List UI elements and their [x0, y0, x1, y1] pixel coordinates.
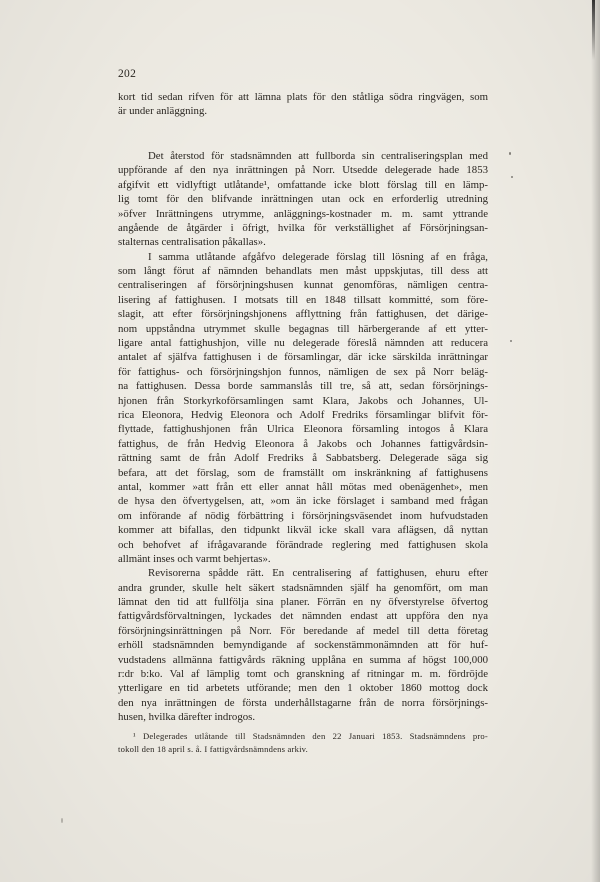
text-line	[118, 638, 488, 652]
text-line	[118, 480, 488, 494]
line-text: den nya inrättningen de första underhållstagarne från de norra försörjnings-	[118, 696, 488, 709]
line-text: kort tid sedan rifven för att lämna plats för den ståtliga södra ringvägen, som	[118, 91, 488, 103]
text-line	[118, 221, 488, 235]
line-text: kommer att bifallas, den tidpunkt likväl icke skall vara aflägsen, då nyttan	[118, 524, 488, 537]
text-line	[118, 163, 488, 177]
paragraph	[118, 250, 488, 567]
text-line	[118, 422, 488, 436]
text-line	[118, 538, 488, 552]
text-line	[118, 509, 488, 523]
text-line	[118, 581, 488, 595]
text-line	[118, 264, 488, 278]
text-line	[118, 696, 488, 710]
footnote-text: tokoll den 18 april s. å. I fattigvårdsnämndens arkiv.	[118, 744, 308, 754]
line-text: rättning samt de från Adolf Fredriks å Sabbatsberg. Delegerade säga sig	[118, 452, 488, 465]
text-line	[118, 336, 488, 350]
line-text: angående de åtgärder i öfrigt, hvilka för verkställighet af Försörjningsan-	[118, 221, 488, 234]
line-text: ytterligare en tid arbetets utförande; men den 1 oktober 1860 mottog dock	[118, 682, 488, 695]
text-line	[118, 178, 488, 192]
line-text: »öfver Inrättningens utrymme, anläggnings-kostnader m. m. samt yttrande	[118, 207, 488, 220]
footnote-text: ¹ Delegerades utlåtande till Stadsnämnden den 22 Januari 1853. Stadsnämndens pro-	[133, 731, 488, 741]
text-line	[118, 437, 488, 451]
text-line	[118, 394, 488, 408]
text-line	[118, 710, 488, 724]
line-text: centraliseringen af försörjningshusen kunnat genomföras, nämligen centra-	[118, 279, 488, 292]
line-text: fattigvårdsförvaltningen, lyckades det nämnden endast att uppföra den nya	[118, 610, 488, 623]
text-line	[118, 293, 488, 307]
text-line	[118, 307, 488, 321]
text-line	[118, 192, 488, 206]
text-line	[118, 451, 488, 465]
line-text: andra grunder, skulle helt säkert stadsnämnden själf ha genomfört, om man	[118, 581, 488, 594]
line-text: Revisorerna spådde rätt. En centralisering af fattighusen, ehuru efter	[148, 567, 488, 580]
line-text: hjonen från Storkyrkoförsamlingen samt Klara, Jakobs och Johannes, Ul-	[118, 394, 488, 407]
line-text: fattighus, de från Hedvig Eleonora å Jakobs och Johannes fattigvårdsin-	[118, 437, 488, 450]
text-line	[118, 250, 488, 264]
line-text: erhöll stadsnämnden bemyndigande af sockenstämmonämnden att för huf-	[118, 639, 488, 652]
text-line	[118, 322, 488, 336]
text-line	[118, 552, 488, 566]
text-line	[118, 653, 488, 667]
body-text	[118, 90, 488, 725]
line-text: na fattighusen. Dessa borde sammanslås till tre, så att, sedan försörjnings-	[118, 380, 488, 393]
text-line	[118, 667, 488, 681]
text-line	[118, 681, 488, 695]
footnote-line	[118, 743, 488, 756]
line-text: befara, att det förslag, som de framställt om inskränkning af fattighusens	[118, 466, 488, 479]
line-text: de hysa den öfvertygelsen, att, »om än icke förslaget i samband med frågan	[118, 495, 488, 508]
text-line	[118, 207, 488, 221]
scan-speck	[511, 176, 513, 178]
line-text: försörjningsinrättningen på Norr. För beredande af medel till detta företag	[118, 624, 488, 637]
line-text: husen, hvilka därefter indrogos.	[118, 711, 256, 724]
line-text: r:dr b:ko. Val af lämplig tomt och granskning af ritningar m. m. fördröjde	[118, 668, 488, 681]
binding-shadow	[592, 0, 595, 60]
line-text: antal, kommer »att från ett eller annat håll mötas med obenägenhet», men	[118, 480, 488, 493]
text-line	[118, 149, 488, 163]
line-text: lisering af fattighusen. I motsats till en 1848 tillsatt kommitté, som före-	[118, 293, 488, 306]
paragraph	[118, 566, 488, 724]
line-text: och behofvet af ifrågavarande förändrade reglering med fattighusen skola	[118, 538, 488, 551]
scan-speck	[509, 152, 511, 155]
line-text: lämnat den tid att fullfölja sina planer. Förrän en ny öfverstyrelse öfvertog	[118, 596, 488, 609]
line-text: för fattighus- och försörjningshjon funnos, nämligen de sex på Norr beläg-	[118, 365, 488, 378]
text-line	[118, 609, 488, 623]
text-line	[118, 235, 488, 249]
line-text: om införande af nödig förbättring i försörjningsväsendet inom hufvudstaden	[118, 509, 488, 522]
line-text: är under anläggning.	[118, 105, 208, 118]
text-line	[118, 90, 488, 104]
footnote	[118, 730, 488, 756]
line-text: lig tomt för den blifvande inrättningen utan ock en erforderlig utredning	[118, 193, 488, 206]
text-line	[118, 365, 488, 379]
line-text: vudstadens allmänna fattigvårds räkning upplåna en summa af högst 100,000	[118, 653, 488, 666]
text-line	[118, 350, 488, 364]
scan-speck	[61, 818, 63, 823]
line-text: uppförande af den nya inrättningen på Norr. Utsedde delegerade hade 1853	[118, 164, 488, 177]
page-number: 202	[118, 68, 137, 80]
text-line	[118, 104, 488, 118]
scan-speck	[510, 340, 512, 342]
text-line	[118, 523, 488, 537]
paragraph	[118, 90, 488, 119]
line-text: ligare antal fattighushjon, ville nu delegerade föreslå nämnden att reducera	[118, 337, 488, 350]
footnote-line	[118, 730, 488, 743]
text-line	[118, 624, 488, 638]
line-text: I samma utlåtande afgåfvo delegerade förslag till lösning af en fråga,	[148, 250, 488, 263]
line-text: som långt förut af nämnden behandlats men måst uppskjutas, till dess att	[118, 265, 488, 278]
text-line	[118, 408, 488, 422]
line-text: stalternas centralisation påkallas».	[118, 236, 266, 249]
paragraph	[118, 149, 488, 250]
page-edge-shadow	[591, 0, 600, 882]
text-line	[118, 466, 488, 480]
line-text: antalet af själfva fattighusen i de församlingar, där icke särskilda inrättningar	[118, 351, 488, 364]
line-text: afgifvit ett vidlyftigt utlåtande¹, omfattande icke blott förslag till en lämp-	[118, 178, 488, 191]
text-line	[118, 494, 488, 508]
text-line	[118, 379, 488, 393]
line-text: slagit, att efter försörjningshjonens afflyttning från fattighusen, det därige-	[118, 308, 488, 321]
line-text: Det återstod för stadsnämnden att fullborda sin centraliseringsplan med	[148, 149, 488, 162]
line-text: rica Eleonora, Hedvig Eleonora och Adolf Fredriks församlingar blifvit för-	[118, 409, 488, 421]
text-line	[118, 595, 488, 609]
line-text: allmänt inses och varmt behjertas».	[118, 552, 271, 565]
line-text: nom uppståndna utrymmet skulle begagnas till härbergerande af ett ytter-	[118, 322, 488, 335]
line-text: flyttade, fattighushjonen från Ulrica Eleonora församling intogos å Klara	[118, 423, 488, 436]
text-line	[118, 278, 488, 292]
text-line	[118, 566, 488, 580]
